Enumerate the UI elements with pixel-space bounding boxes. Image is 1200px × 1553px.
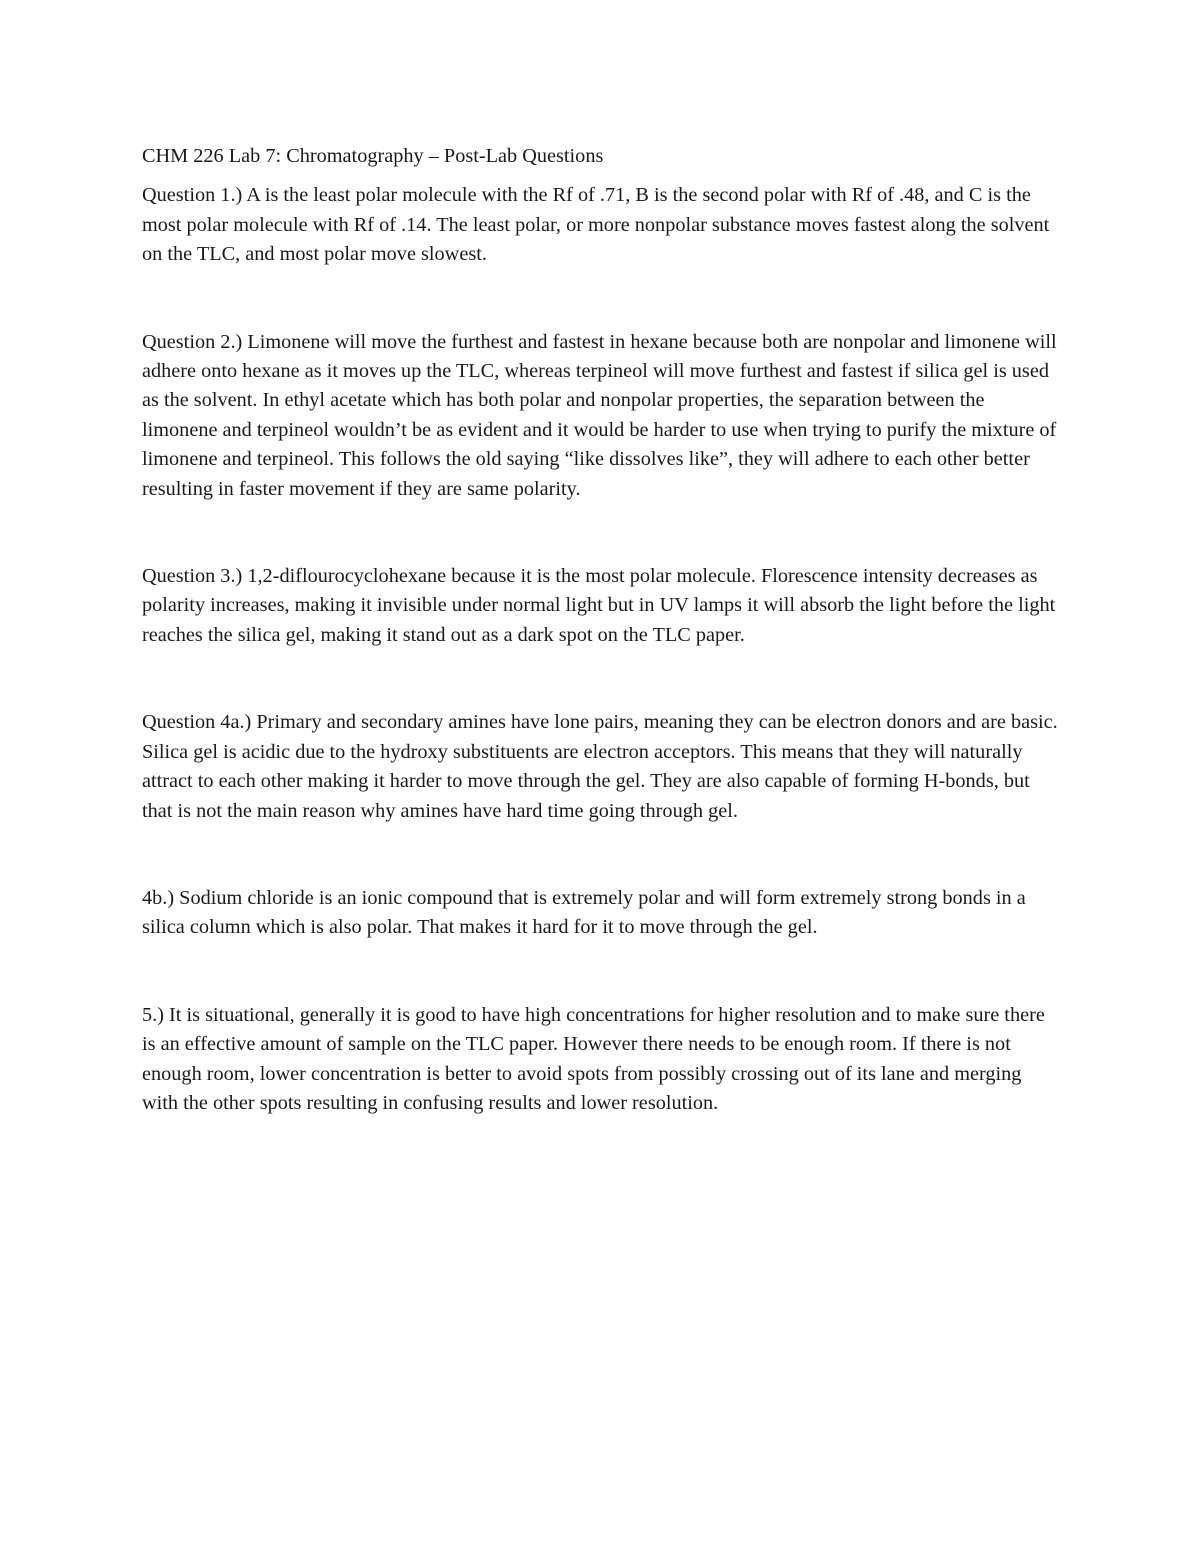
answer-question-1: Question 1.) A is the least polar molecule with the Rf of .71, B is the second polar with Rf of .48, and C is the most polar molecule with Rf of .14. The least polar, or more nonpolar substance moves fastest along the solvent on the TLC, and most polar move slowest.: [142, 184, 1050, 266]
answer-question-2: Question 2.) Limonene will move the furthest and fastest in hexane because both are nonpolar and limonene will adhere onto hexane as it moves up the TLC, whereas terpineol will move furthest and fastest if silica gel is used as the solvent. In ethyl acetate which has both polar and nonpolar properties, the separation between the limonene and terpineol wouldn’t be as evident and it would be harder to use when trying to purify the mixture of limonene and terpineol. This follows the old saying “like dissolves like”, they will adhere to each other better resulting in faster movement if they are same polarity.: [142, 330, 1057, 500]
answer-question-3: Question 3.) 1,2-diflourocyclohexane because it is the most polar molecule. Florescence intensity decreases as polarity increases, making it invisible under normal light but in UV lamps it will absorb the light before the light reaches the silica gel, making it stand out as a dark spot on the TLC paper.: [142, 565, 1056, 646]
answer-question-4a: Question 4a.) Primary and secondary amines have lone pairs, meaning they can be electron donors and are basic. Silica gel is acidic due to the hydroxy substituents are electron acceptors. This means that they will naturally attract to each other making it harder to move through the gel. They are also capable of forming H-bonds, but that is not the main reason why amines have hard time going through gel.: [142, 711, 1058, 822]
document-body: [142, 142, 1062, 1118]
answer-question-5: 5.) It is situational, generally it is good to have high concentrations for higher resolution and to make sure there is an effective amount of sample on the TLC paper. However there needs to be enough room. If there is not enough room, lower concentration is better to avoid spots from possibly crossing out of its lane and merging with the other spots resulting in confusing results and lower resolution.: [142, 1003, 1045, 1114]
document-title: CHM 226 Lab 7: Chromatography – Post-Lab Questions: [142, 145, 604, 167]
answer-question-4b: 4b.) Sodium chloride is an ionic compound that is extremely polar and will form extremely strong bonds in a silica column which is also polar. That makes it hard for it to move through the gel.: [142, 886, 1026, 939]
